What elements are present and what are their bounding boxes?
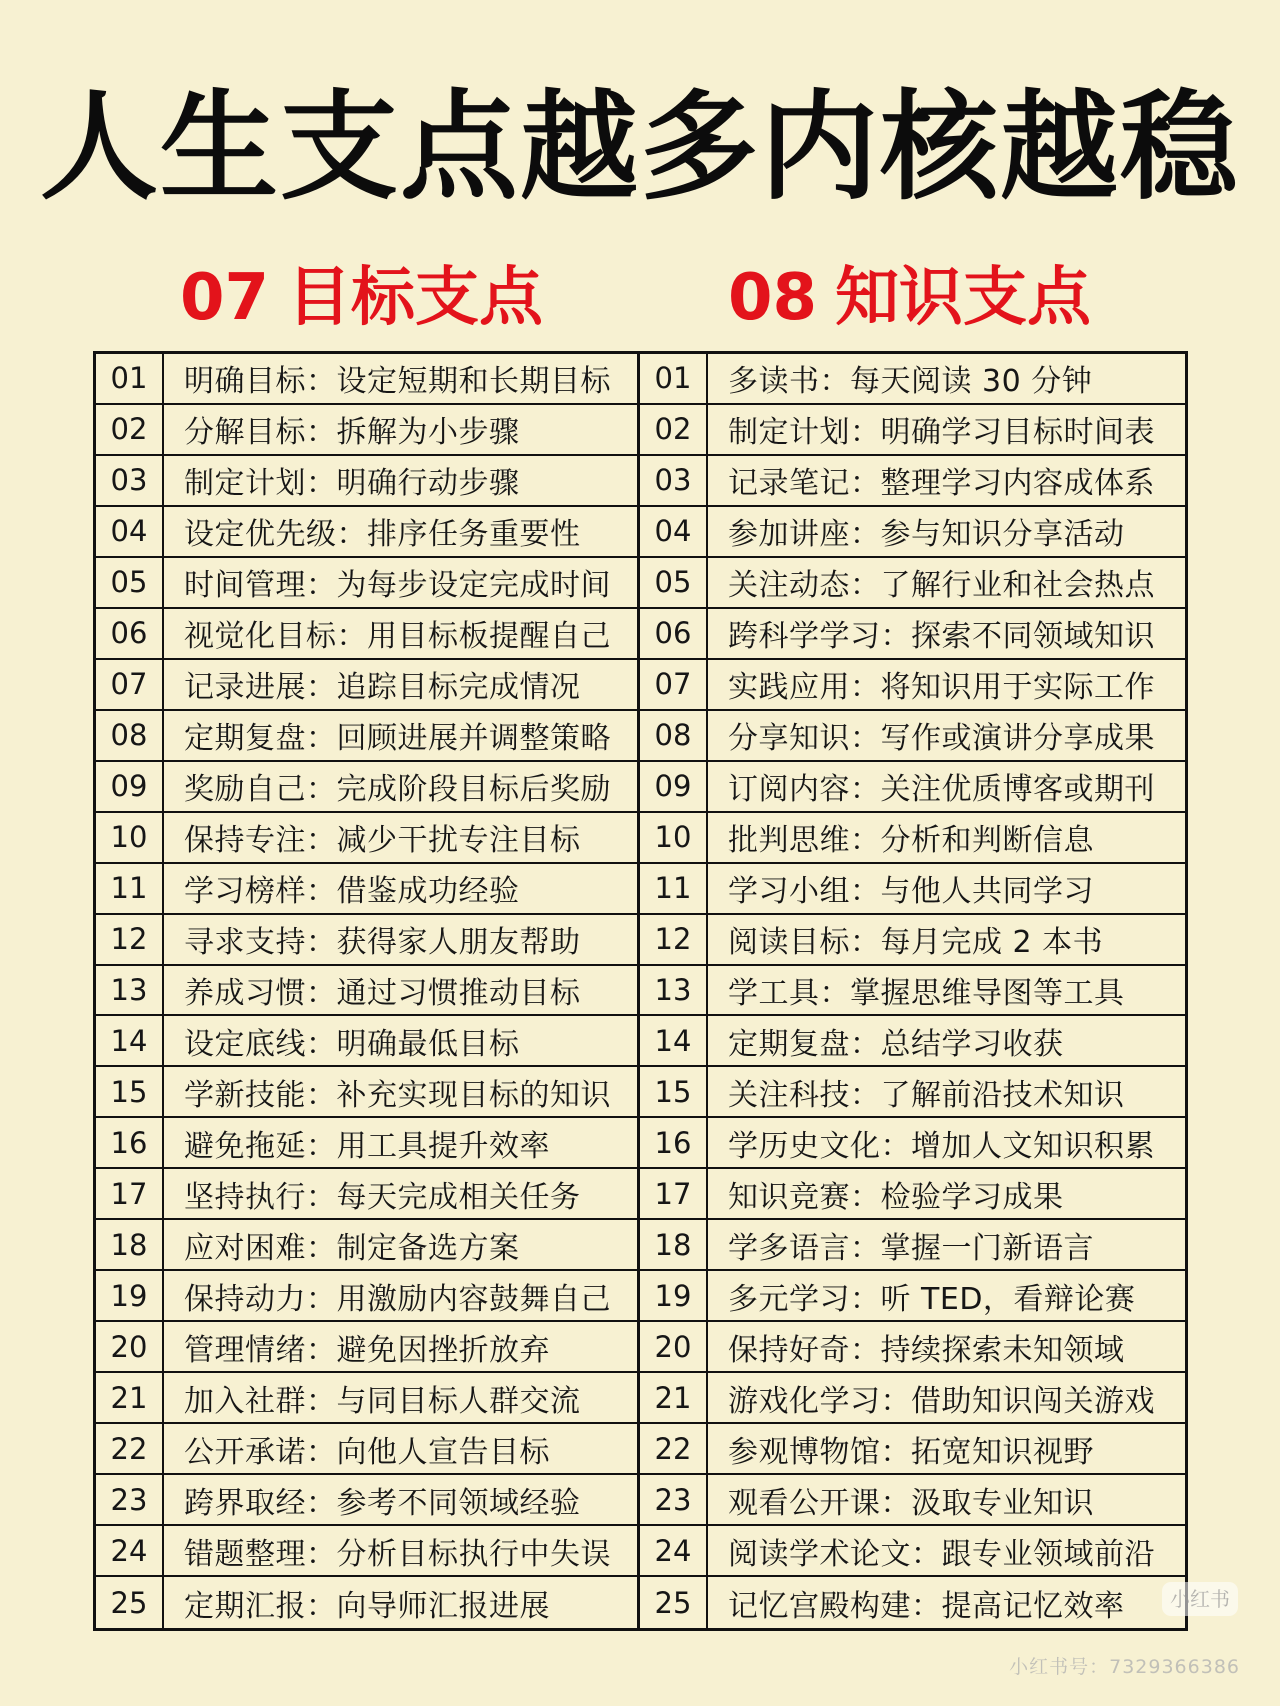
goal-item-number: 06 bbox=[96, 609, 164, 660]
goal-item-text: 设定底线：明确最低目标 bbox=[164, 1016, 640, 1067]
goal-item-number: 24 bbox=[96, 1526, 164, 1577]
goal-item-text: 养成习惯：通过习惯推动目标 bbox=[164, 966, 640, 1017]
knowledge-item-text: 记录笔记：整理学习内容成体系 bbox=[708, 456, 1185, 507]
goal-item-number: 25 bbox=[96, 1577, 164, 1628]
goal-item-number: 10 bbox=[96, 813, 164, 864]
goal-item-number: 16 bbox=[96, 1118, 164, 1169]
goal-item-number: 12 bbox=[96, 915, 164, 966]
knowledge-item-text: 实践应用：将知识用于实际工作 bbox=[708, 660, 1185, 711]
goal-item-number: 19 bbox=[96, 1271, 164, 1322]
knowledge-item-number: 13 bbox=[640, 966, 708, 1017]
goal-item-number: 13 bbox=[96, 966, 164, 1017]
goal-item-text: 视觉化目标：用目标板提醒自己 bbox=[164, 609, 640, 660]
goal-item-text: 错题整理：分析目标执行中失误 bbox=[164, 1526, 640, 1577]
goal-item-text: 寻求支持：获得家人朋友帮助 bbox=[164, 915, 640, 966]
goal-item-text: 跨界取经：参考不同领域经验 bbox=[164, 1475, 640, 1526]
goal-item-number: 17 bbox=[96, 1169, 164, 1220]
knowledge-item-text: 参加讲座：参与知识分享活动 bbox=[708, 507, 1185, 558]
knowledge-item-text: 批判思维：分析和判断信息 bbox=[708, 813, 1185, 864]
knowledge-item-text: 多元学习：听 TED，看辩论赛 bbox=[708, 1271, 1185, 1322]
goal-item-text: 记录进展：追踪目标完成情况 bbox=[164, 660, 640, 711]
knowledge-item-number: 10 bbox=[640, 813, 708, 864]
knowledge-item-number: 03 bbox=[640, 456, 708, 507]
knowledge-item-text: 制定计划：明确学习目标时间表 bbox=[708, 405, 1185, 456]
knowledge-item-text: 学多语言：掌握一门新语言 bbox=[708, 1220, 1185, 1271]
knowledge-item-text: 观看公开课：汲取专业知识 bbox=[708, 1475, 1185, 1526]
knowledge-item-number: 24 bbox=[640, 1526, 708, 1577]
knowledge-item-number: 18 bbox=[640, 1220, 708, 1271]
goal-item-text: 管理情绪：避免因挫折放弃 bbox=[164, 1322, 640, 1373]
knowledge-item-number: 25 bbox=[640, 1577, 708, 1628]
goal-item-number: 04 bbox=[96, 507, 164, 558]
knowledge-item-number: 11 bbox=[640, 864, 708, 915]
knowledge-item-text: 记忆宫殿构建：提高记忆效率 bbox=[728, 1588, 1125, 1624]
knowledge-item-number: 16 bbox=[640, 1118, 708, 1169]
goal-item-text: 定期汇报：向导师汇报进展 bbox=[164, 1577, 640, 1628]
knowledge-item-number: 19 bbox=[640, 1271, 708, 1322]
watermark-logo: 小红书 bbox=[1162, 1582, 1238, 1616]
knowledge-item-text: 定期复盘：总结学习收获 bbox=[708, 1016, 1185, 1067]
knowledge-item-number: 02 bbox=[640, 405, 708, 456]
goal-item-text: 分解目标：拆解为小步骤 bbox=[164, 405, 640, 456]
goal-item-number: 05 bbox=[96, 558, 164, 609]
goal-item-text: 明确目标：设定短期和长期目标 bbox=[164, 354, 640, 405]
knowledge-item-text: 阅读目标：每月完成 2 本书 bbox=[708, 915, 1185, 966]
goal-item-text: 应对困难：制定备选方案 bbox=[164, 1220, 640, 1271]
section-title: 知识支点 bbox=[835, 261, 1092, 335]
knowledge-item-number: 23 bbox=[640, 1475, 708, 1526]
knowledge-item-number: 22 bbox=[640, 1424, 708, 1475]
knowledge-item-text: 关注动态：了解行业和社会热点 bbox=[708, 558, 1185, 609]
knowledge-item-number: 09 bbox=[640, 762, 708, 813]
goal-item-text: 保持专注：减少干扰专注目标 bbox=[164, 813, 640, 864]
goal-item-text: 学习榜样：借鉴成功经验 bbox=[164, 864, 640, 915]
knowledge-item-number: 01 bbox=[640, 354, 708, 405]
watermark-id: 小红书号：7329366386 bbox=[1009, 1656, 1240, 1678]
knowledge-item-number: 15 bbox=[640, 1067, 708, 1118]
goal-item-text: 避免拖延：用工具提升效率 bbox=[164, 1118, 640, 1169]
goal-item-number: 21 bbox=[96, 1373, 164, 1424]
goal-item-text: 学新技能：补充实现目标的知识 bbox=[164, 1067, 640, 1118]
knowledge-item-text: 参观博物馆：拓宽知识视野 bbox=[708, 1424, 1185, 1475]
goal-item-text: 奖励自己：完成阶段目标后奖励 bbox=[164, 762, 640, 813]
knowledge-item-text: 跨科学学习：探索不同领域知识 bbox=[708, 609, 1185, 660]
goal-item-text: 制定计划：明确行动步骤 bbox=[164, 456, 640, 507]
knowledge-item-text: 订阅内容：关注优质博客或期刊 bbox=[708, 762, 1185, 813]
goal-item-number: 09 bbox=[96, 762, 164, 813]
section-heading-knowledge bbox=[728, 258, 1091, 338]
knowledge-item-number: 05 bbox=[640, 558, 708, 609]
goal-item-number: 02 bbox=[96, 405, 164, 456]
knowledge-item-number: 08 bbox=[640, 711, 708, 762]
knowledge-item-number: 07 bbox=[640, 660, 708, 711]
knowledge-item-text: 分享知识：写作或演讲分享成果 bbox=[708, 711, 1185, 762]
goal-item-text: 保持动力：用激励内容鼓舞自己 bbox=[164, 1271, 640, 1322]
fulcrum-table bbox=[93, 351, 1188, 1631]
knowledge-item-number: 14 bbox=[640, 1016, 708, 1067]
knowledge-item-number: 17 bbox=[640, 1169, 708, 1220]
page-title: 人生支点越多内核越稳 bbox=[39, 78, 1240, 216]
knowledge-item-number: 04 bbox=[640, 507, 708, 558]
goal-item-text: 设定优先级：排序任务重要性 bbox=[164, 507, 640, 558]
goal-item-number: 08 bbox=[96, 711, 164, 762]
knowledge-item-text: 学工具：掌握思维导图等工具 bbox=[708, 966, 1185, 1017]
section-number: 07 bbox=[180, 261, 270, 335]
knowledge-item-text: 阅读学术论文：跟专业领域前沿 bbox=[708, 1526, 1185, 1577]
goal-item-text: 加入社群：与同目标人群交流 bbox=[164, 1373, 640, 1424]
goal-item-text: 时间管理：为每步设定完成时间 bbox=[164, 558, 640, 609]
goal-item-number: 14 bbox=[96, 1016, 164, 1067]
knowledge-item-number: 21 bbox=[640, 1373, 708, 1424]
goal-item-number: 22 bbox=[96, 1424, 164, 1475]
knowledge-item-number: 20 bbox=[640, 1322, 708, 1373]
knowledge-item-text: 学习小组：与他人共同学习 bbox=[708, 864, 1185, 915]
goal-item-text: 坚持执行：每天完成相关任务 bbox=[164, 1169, 640, 1220]
knowledge-item-number: 06 bbox=[640, 609, 708, 660]
knowledge-item-text: 知识竞赛：检验学习成果 bbox=[708, 1169, 1185, 1220]
knowledge-item-text: 游戏化学习：借助知识闯关游戏 bbox=[708, 1373, 1185, 1424]
knowledge-item-text: 保持好奇：持续探索未知领域 bbox=[708, 1322, 1185, 1373]
goal-item-number: 01 bbox=[96, 354, 164, 405]
goal-item-number: 07 bbox=[96, 660, 164, 711]
goal-item-number: 23 bbox=[96, 1475, 164, 1526]
knowledge-item-text: 学历史文化：增加人文知识积累 bbox=[708, 1118, 1185, 1169]
section-heading-goal bbox=[180, 258, 543, 338]
goal-item-number: 03 bbox=[96, 456, 164, 507]
section-title: 目标支点 bbox=[287, 261, 544, 335]
goal-item-number: 20 bbox=[96, 1322, 164, 1373]
goal-item-number: 18 bbox=[96, 1220, 164, 1271]
knowledge-item-number: 12 bbox=[640, 915, 708, 966]
section-number: 08 bbox=[728, 261, 818, 335]
goal-item-number: 11 bbox=[96, 864, 164, 915]
goal-item-number: 15 bbox=[96, 1067, 164, 1118]
knowledge-item-text: 多读书：每天阅读 30 分钟 bbox=[708, 354, 1185, 405]
knowledge-item-text: 关注科技：了解前沿技术知识 bbox=[708, 1067, 1185, 1118]
goal-item-text: 公开承诺：向他人宣告目标 bbox=[164, 1424, 640, 1475]
goal-item-text: 定期复盘：回顾进展并调整策略 bbox=[164, 711, 640, 762]
